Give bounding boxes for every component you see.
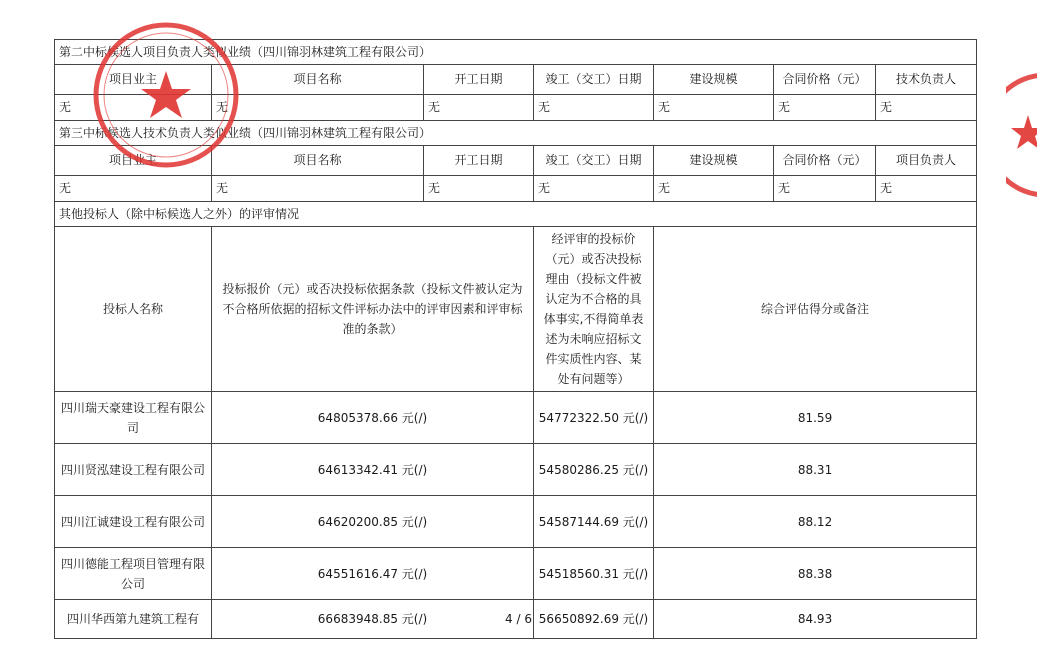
value-cell: 无 xyxy=(534,176,654,202)
value-cell: 无 xyxy=(534,95,654,121)
bid-price: 64551616.47 元(/) xyxy=(212,548,534,600)
others-title: 其他投标人（除中标候选人之外）的评审情况 xyxy=(55,202,977,227)
value-cell: 无 xyxy=(774,176,876,202)
section3-title: 第三中标候选人技术负责人类似业绩（四川锦羽林建筑工程有限公司） xyxy=(55,121,977,146)
others-header-score: 综合评估得分或备注 xyxy=(654,227,977,392)
header-cell: 竣工（交工）日期 xyxy=(534,146,654,176)
section3-value-row xyxy=(55,176,977,202)
header-cell: 项目名称 xyxy=(212,146,424,176)
bidder-name: 四川华西第九建筑工程有 xyxy=(55,600,212,639)
value-cell: 无 xyxy=(212,176,424,202)
bid-price: 66683948.85 元(/) xyxy=(212,600,534,639)
bidder-name: 四川瑞天豪建设工程有限公司 xyxy=(55,392,212,444)
document-page xyxy=(54,39,976,639)
table-row xyxy=(55,496,977,548)
value-cell: 无 xyxy=(424,95,534,121)
score: 81.59 xyxy=(654,392,977,444)
others-header-bid: 投标报价（元）或否决投标依据条款（投标文件被认定为不合格所依据的招标文件评标办法中的评审因素和评审标准的条款） xyxy=(212,227,534,392)
others-header-row xyxy=(55,227,977,392)
others-header-name: 投标人名称 xyxy=(55,227,212,392)
others-title-row xyxy=(55,202,977,227)
reviewed-price: 54580286.25 元(/) xyxy=(534,444,654,496)
value-cell: 无 xyxy=(654,95,774,121)
reviewed-price: 54518560.31 元(/) xyxy=(534,548,654,600)
page-number: 4 / 6 xyxy=(505,612,532,626)
value-cell: 无 xyxy=(55,95,212,121)
header-cell: 建设规模 xyxy=(654,65,774,95)
header-cell: 开工日期 xyxy=(424,65,534,95)
bid-price: 64613342.41 元(/) xyxy=(212,444,534,496)
value-cell: 无 xyxy=(876,176,977,202)
header-cell: 合同价格（元） xyxy=(774,146,876,176)
header-cell: 项目业主 xyxy=(55,146,212,176)
bid-price: 64620200.85 元(/) xyxy=(212,496,534,548)
bidder-name: 四川贤泓建设工程有限公司 xyxy=(55,444,212,496)
header-cell: 合同价格（元） xyxy=(774,65,876,95)
others-header-reviewed: 经评审的投标价（元）或否决投标理由（投标文件被认定为不合格的具体事实,不得简单表述为未响应招标文件实质性内容、某处有问题等） xyxy=(534,227,654,392)
edge-seal-fragment xyxy=(1006,70,1037,200)
value-cell: 无 xyxy=(55,176,212,202)
header-cell: 项目业主 xyxy=(55,65,212,95)
header-cell: 技术负责人 xyxy=(876,65,977,95)
table-row xyxy=(55,392,977,444)
value-cell: 无 xyxy=(424,176,534,202)
reviewed-price: 56650892.69 元(/) xyxy=(534,600,654,639)
reviewed-price: 54587144.69 元(/) xyxy=(534,496,654,548)
table-row xyxy=(55,548,977,600)
score: 88.38 xyxy=(654,548,977,600)
score: 88.31 xyxy=(654,444,977,496)
reviewed-price: 54772322.50 元(/) xyxy=(534,392,654,444)
header-cell: 项目名称 xyxy=(212,65,424,95)
table-row xyxy=(55,444,977,496)
score: 84.93 xyxy=(654,600,977,639)
value-cell: 无 xyxy=(876,95,977,121)
score: 88.12 xyxy=(654,496,977,548)
header-cell: 项目负责人 xyxy=(876,146,977,176)
value-cell: 无 xyxy=(654,176,774,202)
company-seal xyxy=(90,19,242,171)
value-cell: 无 xyxy=(212,95,424,121)
header-cell: 开工日期 xyxy=(424,146,534,176)
header-cell: 建设规模 xyxy=(654,146,774,176)
value-cell: 无 xyxy=(774,95,876,121)
bidder-name: 四川德能工程项目管理有限公司 xyxy=(55,548,212,600)
bidder-name: 四川江诚建设工程有限公司 xyxy=(55,496,212,548)
section2-title: 第二中标候选人项目负责人类似业绩（四川锦羽林建筑工程有限公司） xyxy=(55,40,977,65)
header-cell: 竣工（交工）日期 xyxy=(534,65,654,95)
bid-price: 64805378.66 元(/) xyxy=(212,392,534,444)
